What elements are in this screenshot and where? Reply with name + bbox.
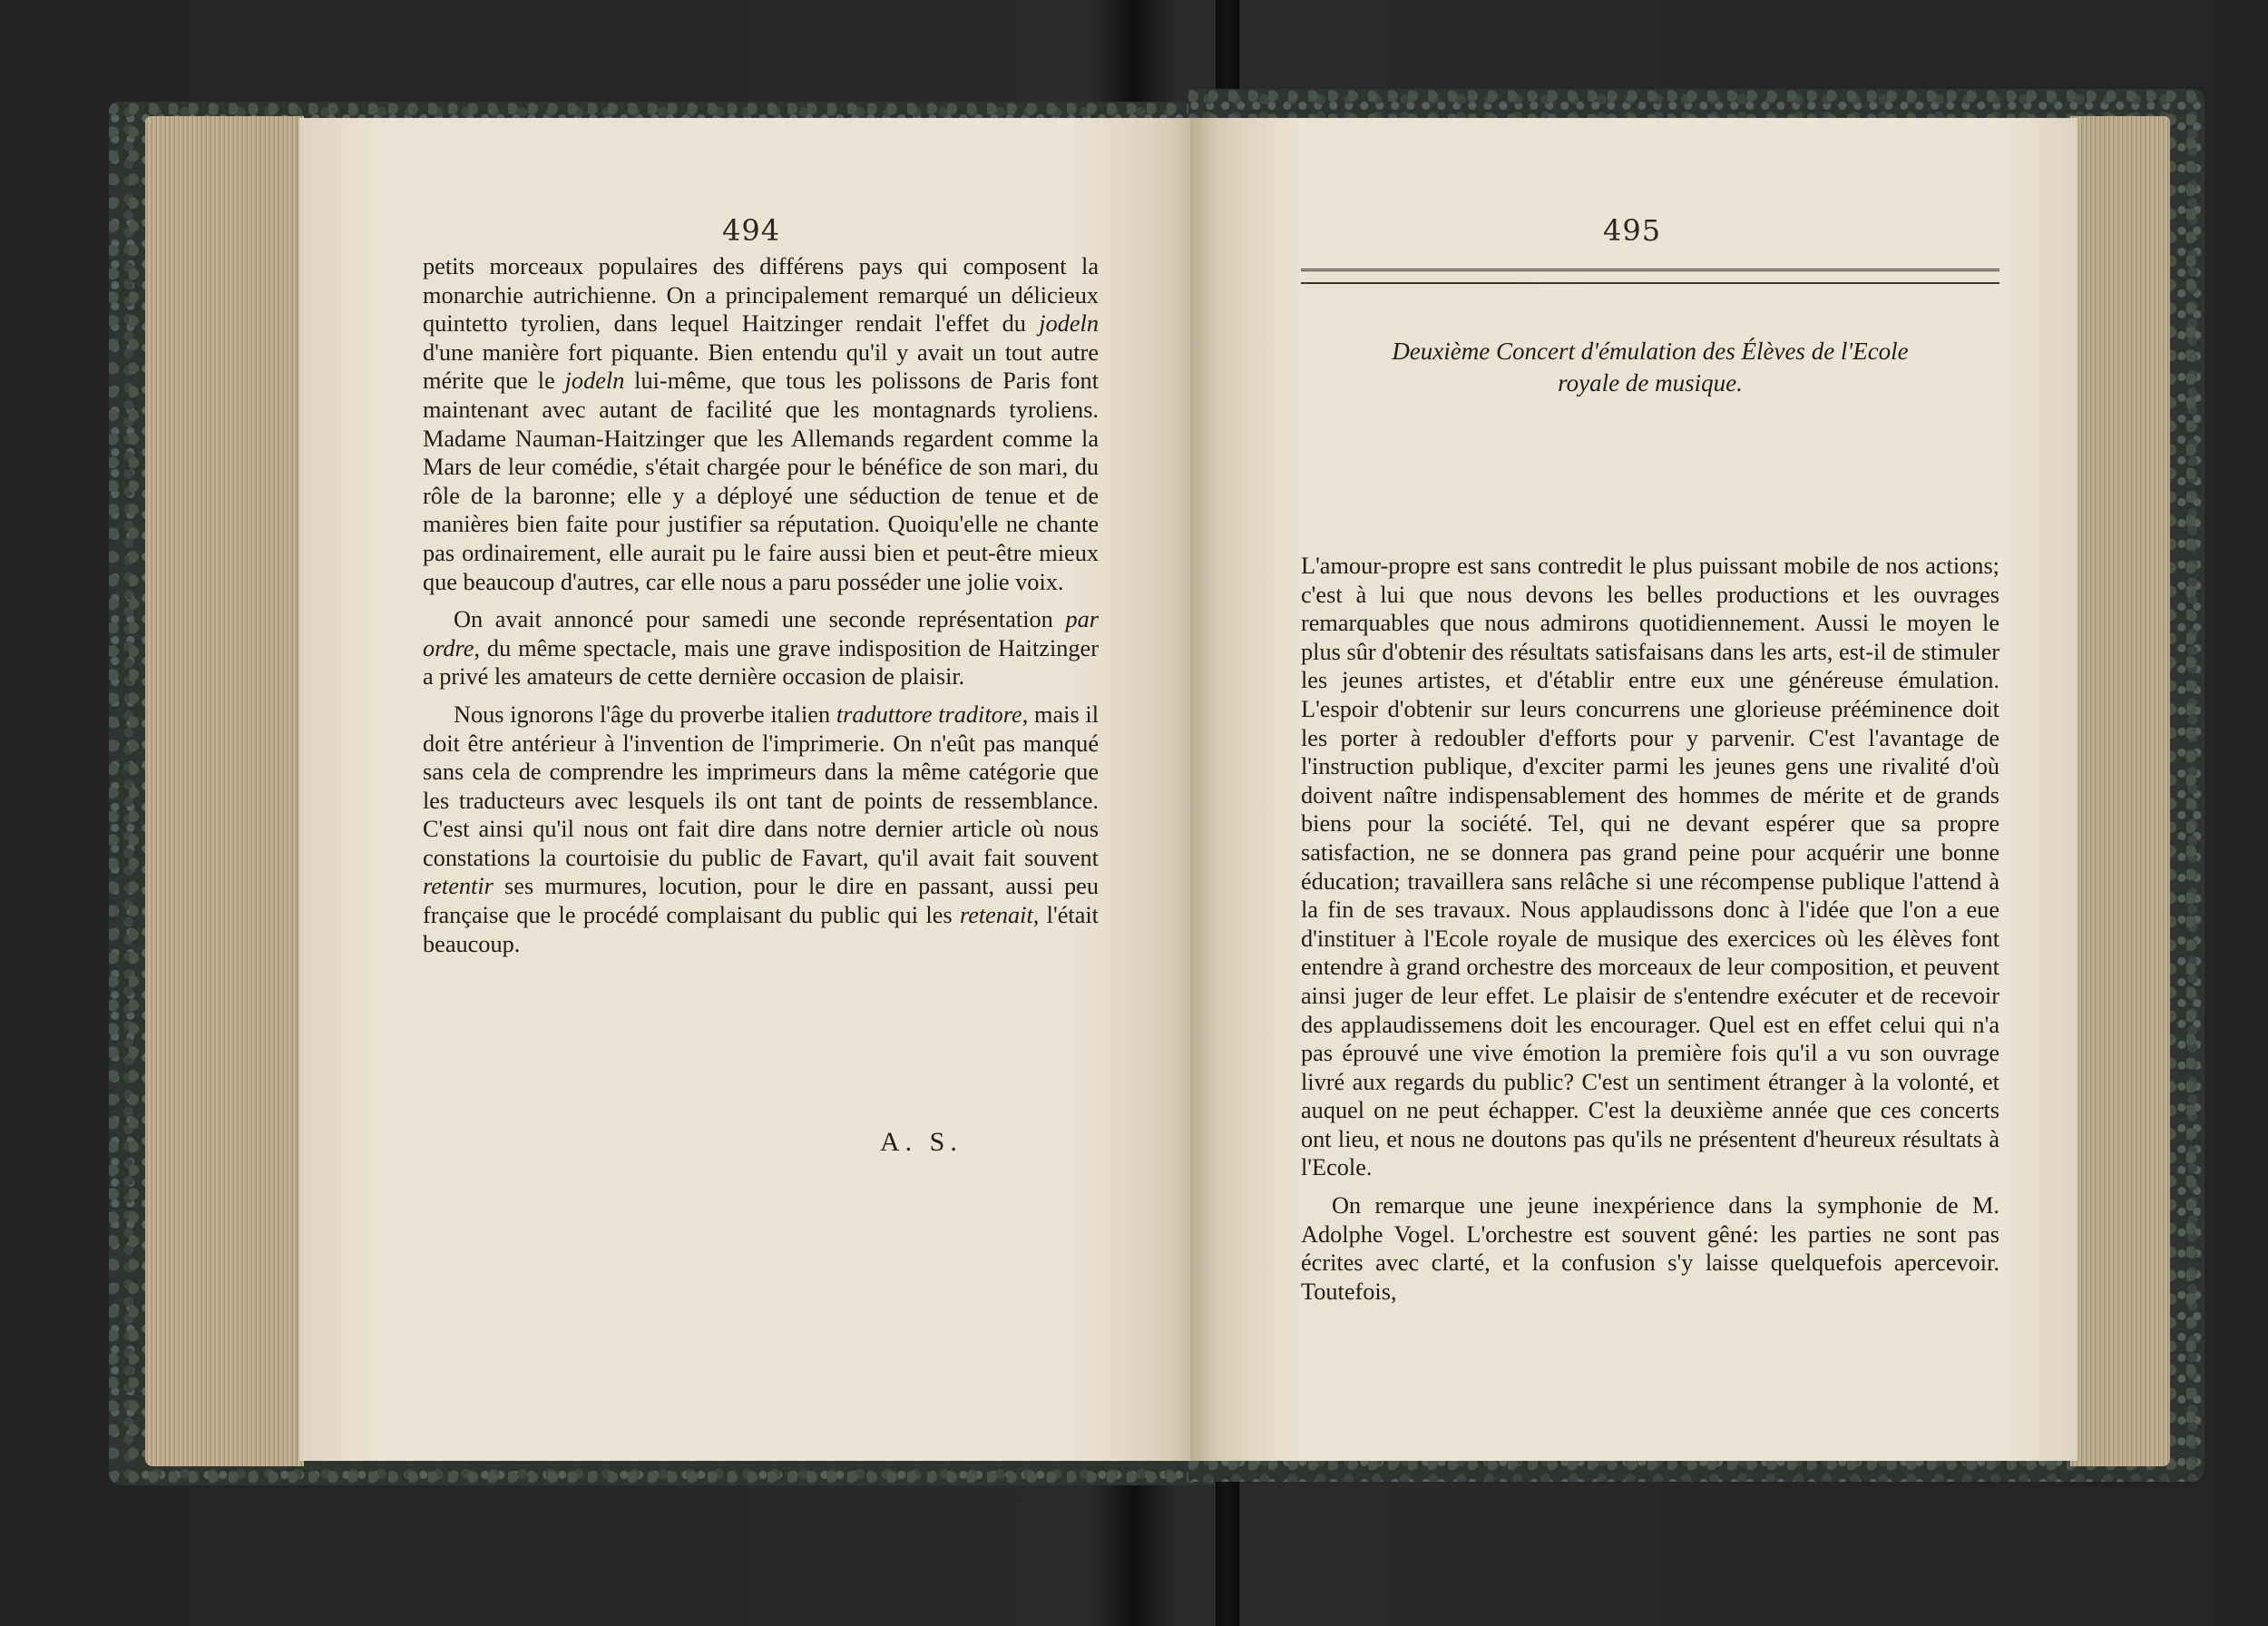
right-page-body xyxy=(1301,552,1999,1315)
section-rule xyxy=(1301,269,1999,284)
italic-term: traduttore traditore xyxy=(836,700,1022,728)
left-page-body xyxy=(423,252,1099,967)
page-number-right: 495 xyxy=(1603,213,1662,248)
paragraph: L'amour-propre est sans contredit le plus puissant mobile de nos actions; c'est à lui que nous devons les belles productions et les ouvrages remarquables que nous admirons quotidiennement. Aussi le moyen le plus sûr d'obtenir des résultats satisfaisans dans les arts, est-il de stimuler les jeunes artistes, et d'établir entre eux une généreuse émulation. L'espoir d'obtenir sur leurs concurrens une glorieuse prééminence doit les porter à redoubler d'efforts pour y parvenir. C'est l'avantage de l'instruction publique, d'exciter parmi les jeunes gens une rivalité d'où doivent naître indispensablement des hommes de mérite et de grands biens pour la société. Tel, qui ne devant espérer que sa propre satisfaction, ne se donnera pas grand peine pour acquérir une bonne éducation; travaillera sans relâche si une récompense publique l'attend à la fin de ses travaux. Nous applaudissons donc à l'idée que l'on a eue d'instituer à l'Ecole royale de musique des exercices où les élèves font entendre à grand orchestre des morceaux de leur composition, et peuvent ainsi juger de leur effet. Le plaisir de s'entendre exécuter et de recevoir des applaudissemens doit les encourager. Quel est en effet celui qui n'a pas éprouvé une vive émotion la première fois qu'il a vu son ouvrage livré aux regards du public? C'est un sentiment étranger à la volonté, et auquel on ne peut échapper. C'est la deuxième année que ces concerts ont lieu, et nous ne doutons pas qu'ils ne présentent d'heureux résultats à l'Ecole. xyxy=(1301,553,1999,1181)
heading-line-2: royale de musique. xyxy=(1558,369,1743,397)
paragraph: On avait annoncé pour samedi une seconde représentation par ordre, du même spectacle, mais une grave indisposition de Haitzinger a privé les amateurs de cette dernière occasion de plaisir. xyxy=(423,606,1099,691)
paragraph: On remarque une jeune inexpérience dans la symphonie de M. Adolphe Vogel. L'orchestre est souvent gêné: les parties ne sont pas écrites avec clarté, et la confusion s'y laisse quelquefois apercevoir. Toutefois, xyxy=(1301,1192,1999,1305)
left-page xyxy=(299,118,1207,1461)
italic-term: jodeln xyxy=(564,367,625,395)
italic-term: retentir xyxy=(423,873,494,900)
italic-term: retenait xyxy=(959,902,1033,929)
italic-term: par ordre xyxy=(423,606,1099,661)
paragraph: Nous ignorons l'âge du proverbe italien traduttore traditore, mais il doit être antérieur à l'invention de l'imprimerie. On n'eût pas manqué sans cela de comprendre les imprimeurs dans la même catégorie que les traducteurs avec lesquels ils ont tant de points de ressemblance. C'est ainsi qu'il nous ont fait dire dans notre dernier article où nous constations la courtoisie du public de Favart, qu'il avait fait souvent retentir ses murmures, locution, pour le dire en passant, aussi peu française que le procédé complaisant du public qui les retenait, l'était beaucoup. xyxy=(423,700,1099,957)
right-page xyxy=(1190,118,2077,1461)
section-heading xyxy=(1301,336,1999,399)
page-number-left: 494 xyxy=(722,213,781,248)
left-page-edges xyxy=(145,116,304,1466)
author-signature: A. S. xyxy=(880,1127,963,1157)
heading-line-1: Deuxième Concert d'émulation des Élèves de l'Ecole xyxy=(1392,338,1909,365)
paragraph: petits morceaux populaires des différens pays qui composent la monarchie autrichienne. On a principalement remarqué un délicieux quintetto tyrolien, dans lequel Haitzinger rendait l'effet du jodeln d'une manière fort piquante. Bien entendu qu'il y avait un tout autre mérite que le jodeln lui-même, que tous les polissons de Paris font maintenant avec autant de facilité que les montagnards tyroliens. Madame Nauman-Haitzinger que les Allemands regardent comme la Mars de leur comédie, s'était chargée pour le bénéfice de son mari, du rôle de la baronne; elle y a déployé une séduction de tenue et de manières bien faite pour justifier sa réputation. Quoiqu'elle ne chante pas ordinairement, elle aurait pu le faire aussi bien et peut-être mieux que beaucoup d'autres, car elle nous a paru posséder une jolie voix. xyxy=(423,253,1100,595)
right-page-edges xyxy=(2070,116,2170,1466)
italic-term: jodeln xyxy=(1039,310,1099,338)
